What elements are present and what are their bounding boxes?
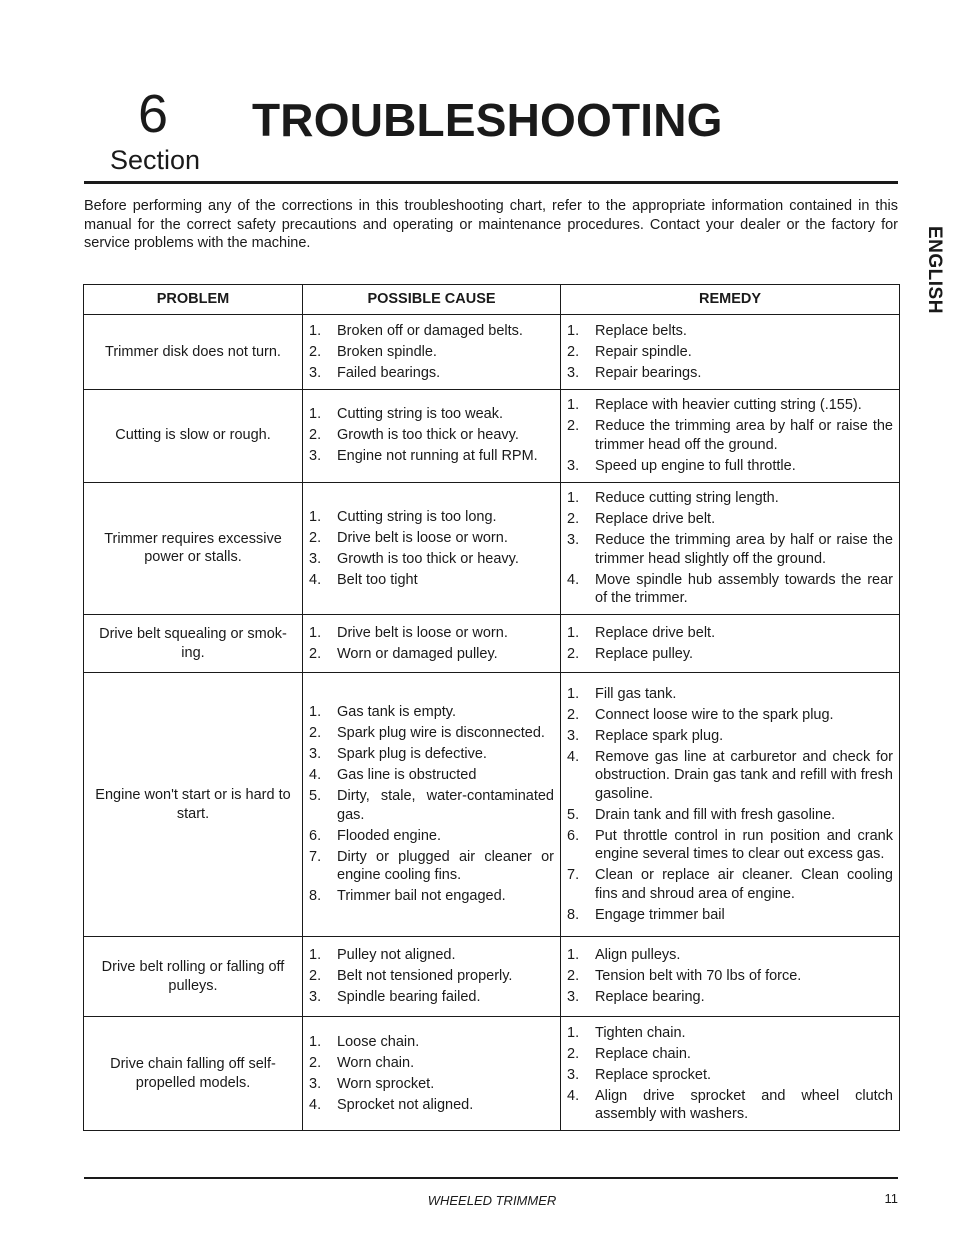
- item-number: 4.: [309, 1096, 322, 1113]
- item-number: 4.: [309, 767, 322, 784]
- item-text: Replace spark plug.: [595, 727, 724, 744]
- remedy-list: [567, 946, 893, 1007]
- item-number: 5.: [309, 788, 322, 805]
- item-number: 1.: [309, 947, 322, 964]
- problem-cell: Cutting is slow or rough.: [84, 389, 303, 482]
- remedy-item: [567, 457, 893, 476]
- item-text: Replace drive belt.: [595, 511, 716, 527]
- item-text: Align pulleys.: [595, 947, 681, 964]
- remedy-cell: [561, 315, 900, 390]
- item-number: 2.: [309, 529, 322, 546]
- remedy-item: [567, 827, 893, 864]
- cause-item: [309, 848, 554, 885]
- cause-list: [309, 624, 554, 664]
- item-text: Dirty or plugged air cleaner or engine cooling fins.: [337, 848, 554, 884]
- item-number: 7.: [309, 848, 322, 865]
- page-number: 11: [884, 1191, 898, 1206]
- item-text: Drive belt is loose or worn.: [337, 624, 508, 641]
- item-text: Dirty, stale, water-contaminated gas.: [337, 788, 554, 823]
- item-text: Spark plug wire is disconnected.: [337, 725, 545, 742]
- table-row: [84, 937, 900, 1017]
- remedy-item: [567, 748, 893, 804]
- remedy-item: [567, 624, 893, 643]
- cause-cell: [303, 615, 561, 673]
- remedy-item: [567, 806, 893, 825]
- item-number: 4.: [309, 571, 322, 588]
- remedy-item: [567, 866, 893, 903]
- remedy-item: [567, 364, 893, 383]
- item-number: 1.: [309, 322, 322, 339]
- remedy-item: [567, 906, 893, 925]
- item-number: 3.: [309, 448, 322, 465]
- page-title: TROUBLESHOOTING: [252, 94, 723, 146]
- remedy-item: [567, 531, 893, 568]
- header-possible-cause: POSSIBLE CAUSE: [303, 285, 561, 315]
- item-text: Pulley not aligned.: [337, 947, 456, 964]
- item-text: Tension belt with 70 lbs of force.: [595, 968, 802, 985]
- item-number: 3.: [567, 1066, 580, 1083]
- problem-cell: Drive belt rolling or falling off pulleys.: [84, 937, 303, 1017]
- item-number: 1.: [567, 322, 580, 339]
- item-number: 7.: [567, 867, 580, 884]
- cause-cell: [303, 1017, 561, 1131]
- item-number: 3.: [567, 457, 580, 474]
- remedy-item: [567, 322, 893, 341]
- remedy-cell: [561, 615, 900, 673]
- remedy-item: [567, 343, 893, 362]
- cause-item: [309, 946, 554, 965]
- remedy-item: [567, 645, 893, 664]
- remedy-cell: [561, 482, 900, 615]
- remedy-item: [567, 988, 893, 1007]
- table-row: [84, 673, 900, 937]
- remedy-item: [567, 489, 893, 508]
- item-text: Replace sprocket.: [595, 1066, 712, 1083]
- cause-cell: [303, 482, 561, 615]
- cause-item: [309, 703, 554, 722]
- item-text: Replace pulley.: [595, 645, 694, 662]
- cause-item: [309, 827, 554, 846]
- item-text: Repair spindle.: [595, 343, 692, 360]
- remedy-item: [567, 1045, 893, 1064]
- cause-list: [309, 1033, 554, 1115]
- item-number: 2.: [567, 343, 580, 360]
- item-text: Tighten chain.: [595, 1024, 686, 1041]
- remedy-list: [567, 396, 893, 475]
- item-number: 2.: [567, 511, 580, 527]
- item-text: Cutting string is too weak.: [337, 406, 504, 423]
- remedy-item: [567, 727, 893, 746]
- remedy-item: [567, 396, 893, 415]
- item-number: 1.: [309, 406, 322, 423]
- item-number: 8.: [309, 888, 322, 905]
- cause-list: [309, 405, 554, 466]
- item-number: 3.: [309, 364, 322, 381]
- remedy-item: [567, 1024, 893, 1043]
- item-text: Fill gas tank.: [595, 685, 677, 702]
- item-number: 8.: [567, 906, 580, 923]
- item-text: Worn or damaged pulley.: [337, 645, 498, 662]
- item-text: Replace belts.: [595, 322, 687, 339]
- item-number: 6.: [309, 827, 322, 844]
- remedy-item: [567, 946, 893, 965]
- cause-item: [309, 1054, 554, 1073]
- section-number: 6: [138, 84, 169, 144]
- remedy-cell: [561, 673, 900, 937]
- item-text: Speed up engine to full throttle.: [595, 457, 796, 474]
- intro-paragraph: Before performing any of the corrections in this troubleshooting chart, refer to the appropriate information contained in this manual for the correct safety precautions and operating or maintenance procedures. Contact your dealer or the factory for service problems with the machine.: [84, 198, 898, 251]
- item-text: Broken off or damaged belts.: [337, 322, 523, 339]
- item-number: 1.: [309, 508, 322, 525]
- section-label: Section: [110, 145, 201, 175]
- item-text: Flooded engine.: [337, 827, 441, 844]
- remedy-item: [567, 510, 893, 529]
- item-text: Put throttle control in run position and crank engine several times to clear out excess gas.: [595, 827, 893, 863]
- item-number: 2.: [567, 1045, 580, 1062]
- item-text: Reduce the trimming area by half or raise the trimmer head slightly off the ground.: [595, 532, 893, 567]
- item-number: 3.: [567, 364, 580, 381]
- cause-item: [309, 1075, 554, 1094]
- remedy-cell: [561, 937, 900, 1017]
- item-number: 1.: [567, 1024, 580, 1041]
- item-text: Belt not tensioned properly.: [337, 968, 513, 985]
- remedy-cell: [561, 1017, 900, 1131]
- item-number: 3.: [567, 532, 580, 548]
- item-text: Loose chain.: [337, 1033, 420, 1050]
- item-text: Reduce the trimming area by half or raise the trimmer head off the ground.: [595, 418, 893, 453]
- cause-item: [309, 967, 554, 986]
- remedy-item: [567, 571, 893, 608]
- cause-item: [309, 724, 554, 743]
- item-text: Growth is too thick or heavy.: [337, 427, 519, 444]
- remedy-item: [567, 1087, 893, 1124]
- item-number: 2.: [309, 645, 322, 662]
- problem-cell: Engine won't start or is hard to start.: [84, 673, 303, 937]
- item-number: 3.: [309, 746, 322, 763]
- item-text: Cutting string is too long.: [337, 508, 497, 525]
- table-header-row: [84, 285, 900, 315]
- cause-item: [309, 405, 554, 424]
- cause-cell: [303, 937, 561, 1017]
- cause-item: [309, 550, 554, 569]
- item-text: Clean or replace air cleaner. Clean cooling fins and shroud area of engine.: [595, 867, 893, 902]
- item-text: Engage trimmer bail: [595, 906, 725, 923]
- item-text: Gas tank is empty.: [337, 704, 456, 721]
- cause-item: [309, 1096, 554, 1115]
- item-text: Align drive sprocket and wheel clutch assembly with washers.: [595, 1087, 893, 1122]
- problem-cell: Drive chain falling off self-propelled models.: [84, 1017, 303, 1131]
- header-remedy: REMEDY: [561, 285, 900, 315]
- remedy-item: [567, 967, 893, 986]
- item-text: Spark plug is defective.: [337, 746, 487, 763]
- item-number: 4.: [567, 571, 580, 588]
- item-text: Drain tank and fill with fresh gasoline.: [595, 806, 836, 823]
- cause-item: [309, 343, 554, 362]
- item-number: 1.: [567, 685, 580, 702]
- item-number: 3.: [309, 989, 322, 1006]
- item-text: Belt too tight: [337, 571, 418, 588]
- header-divider: [84, 181, 898, 184]
- item-number: 3.: [567, 727, 580, 744]
- cause-list: [309, 508, 554, 590]
- item-number: 1.: [309, 1033, 322, 1050]
- cause-list: [309, 703, 554, 906]
- cause-list: [309, 946, 554, 1007]
- remedy-list: [567, 1024, 893, 1124]
- item-number: 4.: [567, 1087, 580, 1104]
- language-tab: ENGLISH: [924, 226, 945, 314]
- remedy-list: [567, 685, 893, 925]
- cause-item: [309, 364, 554, 383]
- table-row: [84, 615, 900, 673]
- item-text: Replace bearing.: [595, 989, 705, 1006]
- cause-cell: [303, 389, 561, 482]
- item-number: 5.: [567, 806, 580, 823]
- item-number: 2.: [567, 645, 580, 662]
- item-number: 3.: [309, 550, 322, 567]
- footer-product-name: WHEELED TRIMMER: [427, 1193, 557, 1208]
- cause-item: [309, 571, 554, 590]
- item-text: Failed bearings.: [337, 364, 441, 381]
- item-text: Worn sprocket.: [337, 1075, 435, 1092]
- cause-item: [309, 508, 554, 527]
- item-number: 2.: [309, 725, 322, 742]
- item-number: 2.: [309, 427, 322, 444]
- cause-item: [309, 447, 554, 466]
- remedy-cell: [561, 389, 900, 482]
- item-number: 4.: [567, 748, 580, 765]
- footer-divider: [84, 1177, 898, 1179]
- problem-cell: Drive belt squealing or smok-ing.: [84, 615, 303, 673]
- cause-list: [309, 322, 554, 383]
- item-number: 2.: [309, 1054, 322, 1071]
- item-text: Replace drive belt.: [595, 624, 716, 641]
- remedy-item: [567, 685, 893, 704]
- item-text: Replace with heavier cutting string (.155).: [595, 397, 862, 413]
- remedy-list: [567, 322, 893, 383]
- problem-cell: Trimmer disk does not turn.: [84, 315, 303, 390]
- cause-item: [309, 787, 554, 824]
- item-text: Spindle bearing failed.: [337, 989, 481, 1006]
- item-number: 1.: [567, 490, 580, 506]
- cause-item: [309, 887, 554, 906]
- item-number: 2.: [309, 968, 322, 985]
- item-text: Remove gas line at carburetor and check for obstruction. Drain gas tank and refill with fresh gasoline.: [595, 748, 893, 802]
- remedy-list: [567, 624, 893, 664]
- item-number: 1.: [567, 397, 580, 413]
- cause-item: [309, 529, 554, 548]
- item-text: Repair bearings.: [595, 364, 702, 381]
- problem-cell: Trimmer requires excessive power or stalls.: [84, 482, 303, 615]
- table-row: [84, 315, 900, 390]
- item-number: 6.: [567, 827, 580, 844]
- header-problem: PROBLEM: [84, 285, 303, 315]
- item-number: 2.: [567, 706, 580, 723]
- item-text: Connect loose wire to the spark plug.: [595, 706, 834, 723]
- cause-item: [309, 645, 554, 664]
- item-text: Sprocket not aligned.: [337, 1096, 474, 1113]
- item-text: Gas line is obstructed: [337, 767, 477, 784]
- item-number: 2.: [309, 343, 322, 360]
- item-number: 1.: [567, 624, 580, 641]
- item-number: 2.: [567, 418, 580, 434]
- cause-item: [309, 624, 554, 643]
- cause-item: [309, 988, 554, 1007]
- table-row: [84, 389, 900, 482]
- item-text: Reduce cutting string length.: [595, 490, 779, 506]
- item-text: Broken spindle.: [337, 343, 437, 360]
- cause-item: [309, 745, 554, 764]
- item-text: Worn chain.: [337, 1054, 415, 1071]
- cause-item: [309, 322, 554, 341]
- item-text: Engine not running at full RPM.: [337, 448, 538, 465]
- remedy-item: [567, 1066, 893, 1085]
- item-number: 3.: [309, 1075, 322, 1092]
- remedy-item: [567, 417, 893, 454]
- item-text: Replace chain.: [595, 1045, 691, 1062]
- item-number: 3.: [567, 989, 580, 1006]
- item-text: Trimmer bail not engaged.: [337, 888, 506, 905]
- table-row: [84, 482, 900, 615]
- item-text: Growth is too thick or heavy.: [337, 550, 519, 567]
- item-text: Drive belt is loose or worn.: [337, 529, 508, 546]
- remedy-item: [567, 706, 893, 725]
- table-row: [84, 1017, 900, 1131]
- item-number: 1.: [309, 704, 322, 721]
- cause-cell: [303, 673, 561, 937]
- item-text: Move spindle hub assembly towards the rear of the trimmer.: [595, 571, 893, 606]
- remedy-list: [567, 489, 893, 608]
- cause-item: [309, 1033, 554, 1052]
- cause-item: [309, 766, 554, 785]
- troubleshooting-table: [83, 284, 900, 1131]
- item-number: 1.: [567, 947, 580, 964]
- item-number: 1.: [309, 624, 322, 641]
- cause-item: [309, 426, 554, 445]
- item-number: 2.: [567, 968, 580, 985]
- cause-cell: [303, 315, 561, 390]
